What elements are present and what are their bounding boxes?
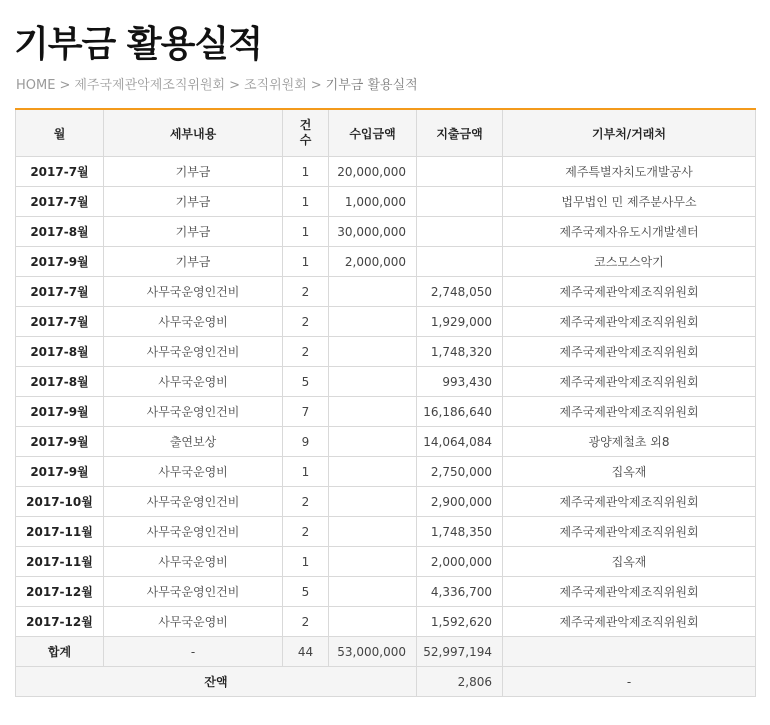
cell-income: [329, 547, 417, 577]
cell-expense: 2,900,000: [417, 487, 503, 517]
table-row: [16, 247, 756, 277]
cell-detail: 기부금: [104, 187, 283, 217]
cell-count: 2: [283, 487, 329, 517]
table-row: [16, 157, 756, 187]
cell-detail: 사무국운영비: [104, 457, 283, 487]
cell-detail: 사무국운영비: [104, 547, 283, 577]
cell-party: 광양제철초 외8: [503, 427, 756, 457]
cell-month: 2017-9월: [16, 457, 104, 487]
total-income: 53,000,000: [329, 637, 417, 667]
cell-expense: 1,592,620: [417, 607, 503, 637]
cell-count: 2: [283, 307, 329, 337]
balance-label: 잔액: [16, 667, 417, 697]
balance-party: -: [503, 667, 756, 697]
cell-income: [329, 607, 417, 637]
total-label: 합계: [16, 637, 104, 667]
cell-count: 5: [283, 367, 329, 397]
page-title: 기부금 활용실적: [14, 24, 262, 65]
header-detail: 세부내용: [104, 109, 283, 157]
cell-income: 20,000,000: [329, 157, 417, 187]
cell-detail: 기부금: [104, 217, 283, 247]
table-row: [16, 187, 756, 217]
cell-detail: 사무국운영비: [104, 307, 283, 337]
cell-count: 1: [283, 187, 329, 217]
header-party: 기부처/거래처: [503, 109, 756, 157]
table-row: [16, 487, 756, 517]
cell-month: 2017-12월: [16, 607, 104, 637]
cell-party: 제주국제관악제조직위원회: [503, 367, 756, 397]
cell-income: 30,000,000: [329, 217, 417, 247]
cell-party: 제주국제관악제조직위원회: [503, 277, 756, 307]
cell-expense: 1,748,350: [417, 517, 503, 547]
cell-income: [329, 397, 417, 427]
cell-expense: 1,748,320: [417, 337, 503, 367]
cell-detail: 사무국운영비: [104, 367, 283, 397]
cell-month: 2017-9월: [16, 427, 104, 457]
table-row: [16, 397, 756, 427]
cell-expense: 16,186,640: [417, 397, 503, 427]
cell-count: 1: [283, 247, 329, 277]
breadcrumb-separator: >: [310, 78, 322, 93]
cell-month: 2017-7월: [16, 307, 104, 337]
cell-expense: 993,430: [417, 367, 503, 397]
cell-count: 2: [283, 517, 329, 547]
cell-detail: 사무국운영인건비: [104, 397, 283, 427]
cell-income: [329, 457, 417, 487]
cell-expense: 14,064,084: [417, 427, 503, 457]
cell-income: [329, 307, 417, 337]
cell-detail: 출연보상: [104, 427, 283, 457]
cell-party: 제주국제자유도시개발센터: [503, 217, 756, 247]
cell-count: 1: [283, 217, 329, 247]
table-row: [16, 427, 756, 457]
cell-expense: [417, 247, 503, 277]
table-row: [16, 337, 756, 367]
cell-detail: 기부금: [104, 157, 283, 187]
header-count-label: 건수: [299, 118, 312, 147]
cell-detail: 사무국운영인건비: [104, 517, 283, 547]
cell-month: 2017-9월: [16, 397, 104, 427]
cell-detail: 기부금: [104, 247, 283, 277]
cell-party: 제주국제관악제조직위원회: [503, 397, 756, 427]
cell-expense: 2,000,000: [417, 547, 503, 577]
cell-party: 제주국제관악제조직위원회: [503, 577, 756, 607]
total-detail: -: [104, 637, 283, 667]
cell-expense: 2,748,050: [417, 277, 503, 307]
cell-month: 2017-8월: [16, 337, 104, 367]
cell-month: 2017-11월: [16, 547, 104, 577]
header-expense: 지출금액: [417, 109, 503, 157]
cell-count: 1: [283, 157, 329, 187]
cell-month: 2017-8월: [16, 367, 104, 397]
cell-expense: 4,336,700: [417, 577, 503, 607]
donation-usage-table: [15, 108, 756, 697]
breadcrumb: [16, 74, 418, 93]
balance-row: [16, 667, 756, 697]
cell-party: 제주국제관악제조직위원회: [503, 307, 756, 337]
table-row: [16, 277, 756, 307]
cell-party: 집옥재: [503, 547, 756, 577]
cell-month: 2017-8월: [16, 217, 104, 247]
cell-party: 제주국제관악제조직위원회: [503, 517, 756, 547]
cell-month: 2017-9월: [16, 247, 104, 277]
cell-detail: 사무국운영인건비: [104, 577, 283, 607]
breadcrumb-home-link[interactable]: HOME: [16, 78, 56, 93]
cell-count: 1: [283, 547, 329, 577]
cell-income: 1,000,000: [329, 187, 417, 217]
cell-expense: [417, 217, 503, 247]
total-row: [16, 637, 756, 667]
cell-party: 제주국제관악제조직위원회: [503, 337, 756, 367]
cell-expense: 2,750,000: [417, 457, 503, 487]
cell-party: 법무법인 민 제주분사무소: [503, 187, 756, 217]
cell-expense: [417, 157, 503, 187]
cell-income: [329, 337, 417, 367]
cell-expense: 1,929,000: [417, 307, 503, 337]
cell-detail: 사무국운영인건비: [104, 487, 283, 517]
cell-month: 2017-7월: [16, 277, 104, 307]
cell-party: 제주국제관악제조직위원회: [503, 607, 756, 637]
cell-count: 9: [283, 427, 329, 457]
table-row: [16, 307, 756, 337]
cell-party: 코스모스악기: [503, 247, 756, 277]
cell-party: 집옥재: [503, 457, 756, 487]
cell-income: 2,000,000: [329, 247, 417, 277]
table-row: [16, 517, 756, 547]
cell-income: [329, 427, 417, 457]
total-count: 44: [283, 637, 329, 667]
cell-income: [329, 577, 417, 607]
cell-expense: [417, 187, 503, 217]
table-row: [16, 217, 756, 247]
cell-party: 제주국제관악제조직위원회: [503, 487, 756, 517]
cell-income: [329, 487, 417, 517]
cell-income: [329, 277, 417, 307]
breadcrumb-separator: >: [229, 78, 240, 93]
breadcrumb-current: 기부금 활용실적: [325, 78, 418, 93]
cell-month: 2017-7월: [16, 187, 104, 217]
breadcrumb-separator: >: [59, 78, 71, 93]
balance-amount: 2,806: [417, 667, 503, 697]
breadcrumb-organization-link[interactable]: 제주국제관악제조직위원회: [74, 78, 226, 93]
header-month: 월: [16, 109, 104, 157]
cell-detail: 사무국운영인건비: [104, 337, 283, 367]
cell-month: 2017-7월: [16, 157, 104, 187]
header-income: 수입금액: [329, 109, 417, 157]
cell-month: 2017-10월: [16, 487, 104, 517]
cell-party: 제주특별자치도개발공사: [503, 157, 756, 187]
cell-count: 2: [283, 337, 329, 367]
table-header-row: [16, 109, 756, 157]
cell-income: [329, 517, 417, 547]
table-row: [16, 367, 756, 397]
breadcrumb-committee-link[interactable]: 조직위원회: [243, 78, 307, 93]
cell-count: 2: [283, 277, 329, 307]
cell-income: [329, 367, 417, 397]
header-count: [283, 109, 329, 157]
cell-detail: 사무국운영비: [104, 607, 283, 637]
cell-count: 5: [283, 577, 329, 607]
cell-count: 1: [283, 457, 329, 487]
cell-detail: 사무국운영인건비: [104, 277, 283, 307]
table-row: [16, 607, 756, 637]
cell-count: 2: [283, 607, 329, 637]
table-row: [16, 577, 756, 607]
total-party: [503, 637, 756, 667]
total-expense: 52,997,194: [417, 637, 503, 667]
cell-month: 2017-11월: [16, 517, 104, 547]
cell-month: 2017-12월: [16, 577, 104, 607]
table-row: [16, 547, 756, 577]
table-row: [16, 457, 756, 487]
cell-count: 7: [283, 397, 329, 427]
